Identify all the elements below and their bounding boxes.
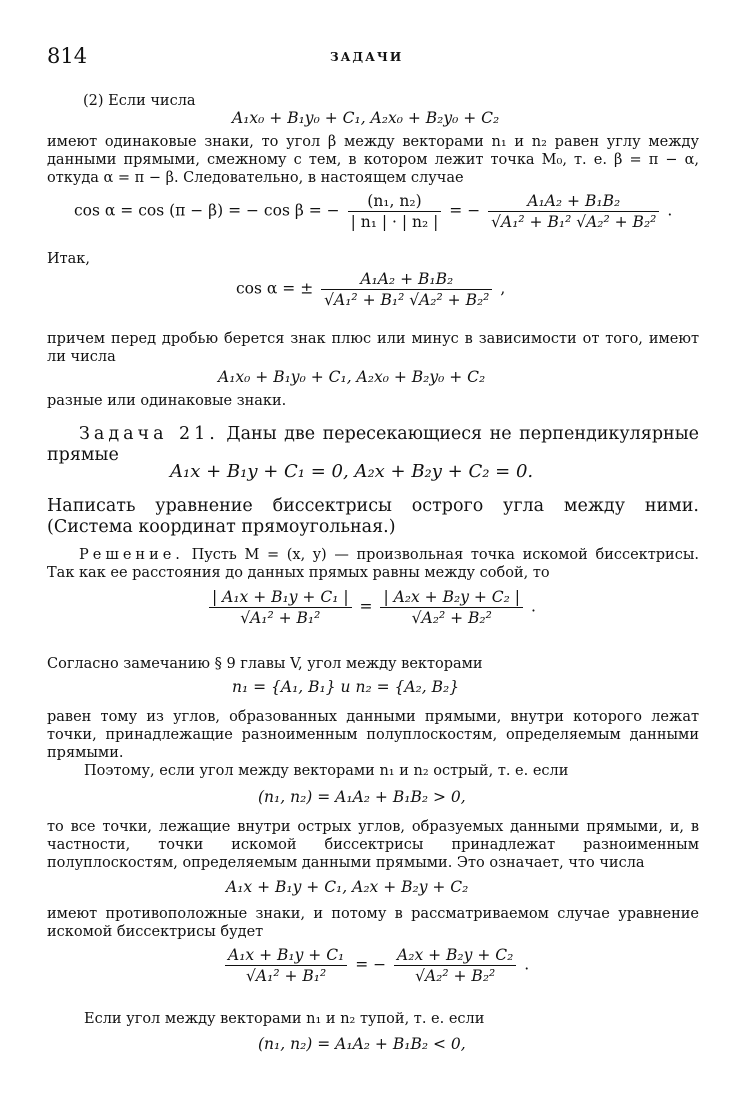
bisector-eq: = −: [355, 955, 387, 974]
summary-num: A₁A₂ + B₁B₂: [321, 270, 492, 290]
cos-frac2: [488, 192, 659, 231]
solution-text6: имеют противоположные знаки, и потому в рассматриваемом случае уравнение искомой биссектрисы будет: [47, 906, 699, 940]
distance-frac2: [380, 588, 523, 627]
distance-end: .: [530, 597, 536, 616]
running-title: ЗАДАЧИ: [330, 50, 404, 64]
summary-itak: Итак,: [47, 251, 90, 267]
bisector-end: .: [524, 955, 530, 974]
solution-para1: [47, 546, 699, 582]
solution-text3: равен тому из углов, образованных данными прямыми, внутри которого лежат точки, принадлежащие разноименным полуплоскостям, определяемым данными прямыми.: [47, 709, 699, 761]
bisector-den1: √A₁² + B₁²: [246, 967, 327, 985]
problem-task: Написать уравнение биссектрисы острого угла между ними. (Система координат прямоугольная.): [47, 496, 699, 537]
summary-den: √A₁² + B₁² √A₂² + B₂²: [324, 291, 490, 309]
obtuse-condition: (n₁, n₂) = A₁A₂ + B₁B₂ < 0,: [258, 1035, 466, 1053]
summary-text2: разные или одинаковые знаки.: [47, 393, 287, 409]
distance-num2: | A₂x + B₂y + C₂ |: [380, 588, 523, 608]
cos-frac2-den: √A₁² + B₁² √A₂² + B₂²: [491, 213, 657, 231]
distance-frac1: [209, 588, 352, 627]
problem-lines: A₁x + B₁y + C₁ = 0, A₂x + B₂y + C₂ = 0.: [170, 461, 534, 482]
cos-end: .: [667, 201, 673, 220]
solution-text1: Пусть M = (x, y) — произвольная точка искомой биссектрисы. Так как ее расстояния до данных прямых равны между собой, то: [47, 547, 699, 581]
case2-cos-formula: [74, 192, 672, 231]
cos-eq: = −: [449, 201, 481, 220]
summary-numbers: A₁x₀ + B₁y₀ + C₁, A₂x₀ + B₂y₀ + C₂: [218, 368, 486, 386]
cos-frac1-num: (n₁, n₂): [348, 192, 442, 212]
case2-formula-numbers: A₁x₀ + B₁y₀ + C₁, A₂x₀ + B₂y₀ + C₂: [232, 109, 500, 127]
problem-label: Задача 21.: [79, 424, 219, 444]
solution-numbers: A₁x + B₁y + C₁, A₂x + B₂y + C₂: [226, 878, 469, 896]
distance-den2: √A₂² + B₂²: [411, 609, 492, 627]
distance-eq: =: [359, 597, 373, 616]
summary-formula: [236, 270, 505, 309]
page-number: 814: [47, 44, 88, 68]
solution-text2: Согласно замечанию § 9 главы V, угол между векторами: [47, 656, 483, 672]
solution-text7: Если угол между векторами n₁ и n₂ тупой, т. е. если: [84, 1011, 485, 1027]
summary-end: ,: [500, 279, 506, 298]
summary-lhs: cos α = ±: [236, 279, 314, 298]
bisector-equation: [222, 946, 529, 985]
case2-intro: (2) Если числа: [83, 93, 196, 109]
distance-den1: √A₁² + B₁²: [240, 609, 321, 627]
summary-text: причем перед дробью берется знак плюс или минус в зависимости от того, имеют ли числа: [47, 331, 699, 365]
distance-num1: | A₁x + B₁y + C₁ |: [209, 588, 352, 608]
solution-label: Решение.: [79, 547, 184, 563]
bisector-num1: A₁x + B₁y + C₁: [225, 946, 347, 966]
case2-text: имеют одинаковые знаки, то угол β между векторами n₁ и n₂ равен углу между данными прямыми, смежному с тем, в котором лежит точка M₀, т. е. β = π − α, откуда α = π − β. Следовательно, в настоящем случае: [47, 134, 699, 186]
acute-condition: (n₁, n₂) = A₁A₂ + B₁B₂ > 0,: [258, 788, 466, 806]
bisector-frac1: [225, 946, 347, 985]
cos-frac1: [348, 192, 442, 231]
bisector-frac2: [394, 946, 516, 985]
bisector-num2: A₂x + B₂y + C₂: [394, 946, 516, 966]
cos-frac2-num: A₁A₂ + B₁B₂: [488, 192, 659, 212]
bisector-den2: √A₂² + B₂²: [415, 967, 496, 985]
cos-frac1-den: | n₁ | · | n₂ |: [350, 213, 439, 231]
distance-formula: [206, 588, 536, 627]
solution-text4: Поэтому, если угол между векторами n₁ и n₂ острый, т. е. если: [84, 763, 569, 779]
normal-vectors: n₁ = {A₁, B₁} и n₂ = {A₂, B₂}: [232, 678, 460, 696]
summary-frac: [321, 270, 492, 309]
solution-text5: то все точки, лежащие внутри острых углов, образуемых данными прямыми, и, в частности, точки искомой биссектрисы принадлежат разноименным полуплоскостям, определяемым данными прямыми. Это означает, что числа: [47, 819, 699, 871]
problem-statement: [47, 424, 699, 466]
problem-text: Даны две пересекающиеся не перпендикулярные прямые: [47, 424, 699, 465]
cos-lhs: cos α = cos (π − β) = − cos β = −: [74, 201, 340, 220]
